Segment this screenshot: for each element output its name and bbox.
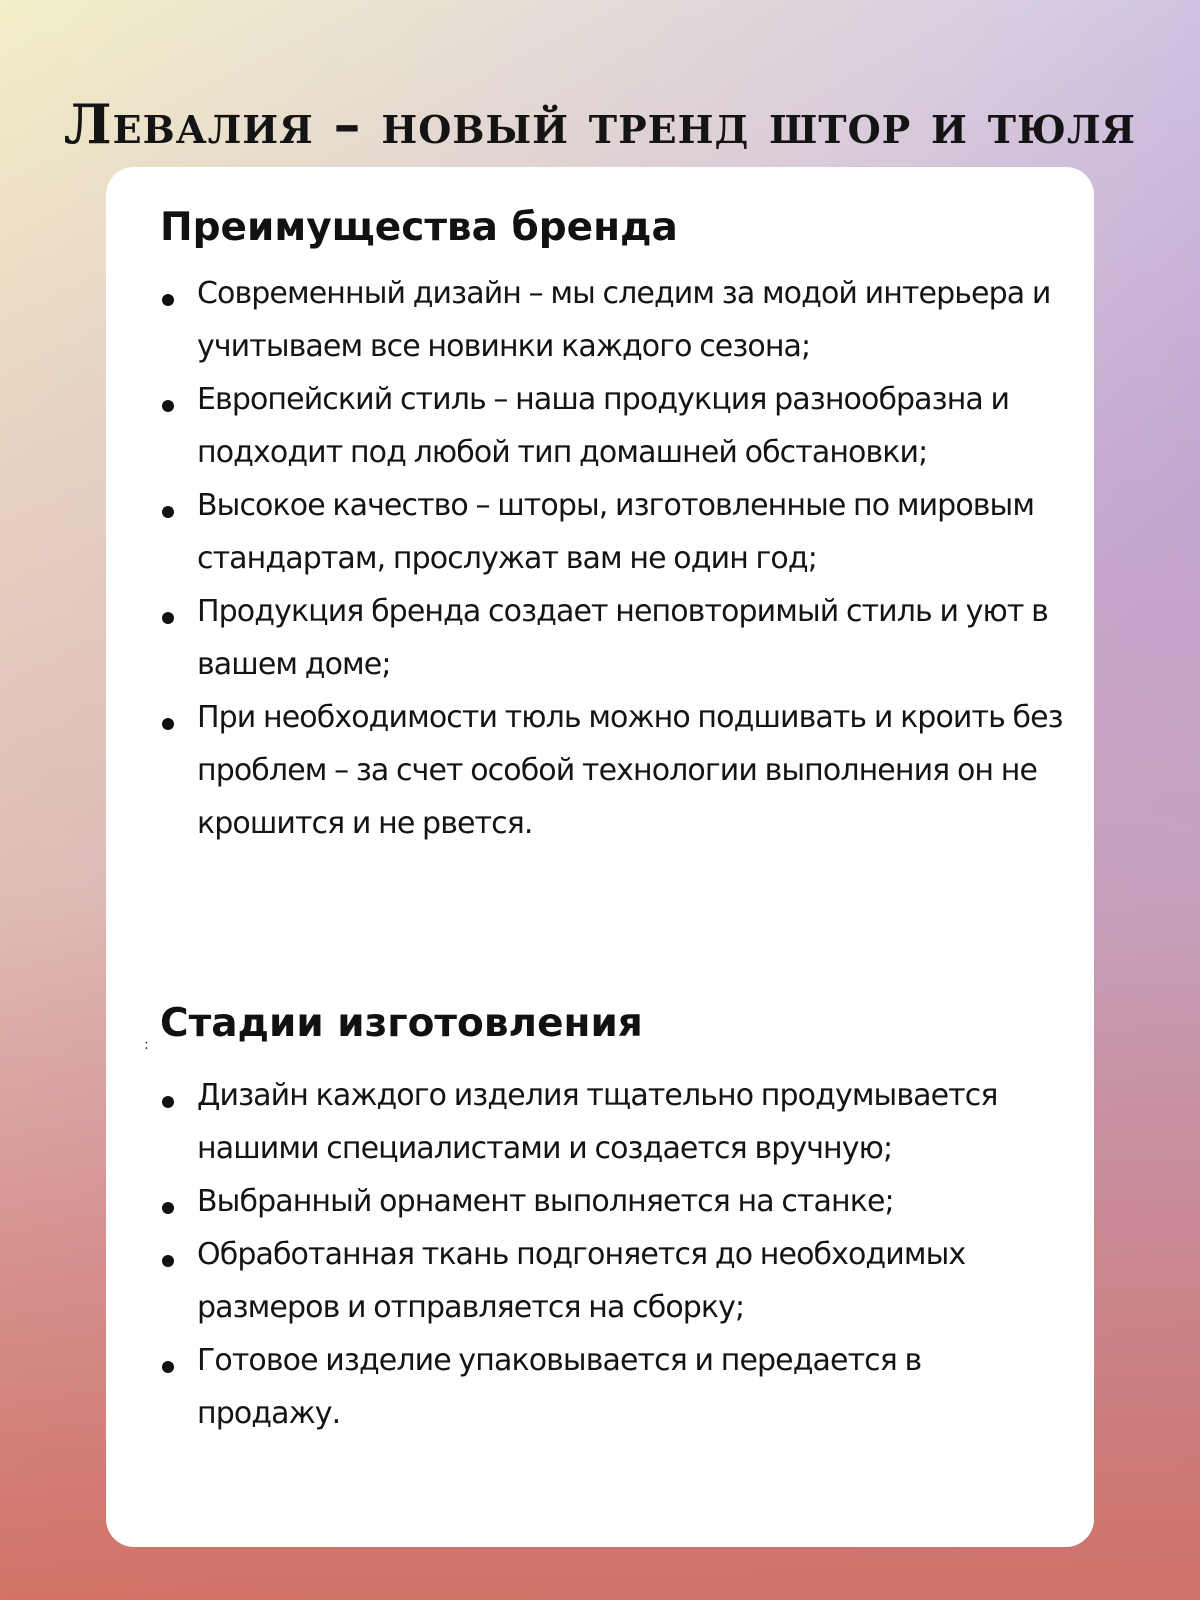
list-item [160, 267, 1070, 373]
list-item-text: Выбранный орнамент выполняется на станке; [197, 1184, 894, 1219]
list-item [160, 479, 1070, 585]
bullet-icon [162, 1361, 174, 1373]
bullet-icon [162, 1202, 174, 1214]
list-item-text: Дизайн каждого изделия тщательно продумывается нашими специалистами и создается вручную; [197, 1078, 998, 1166]
list-item-text: Обработанная ткань подгоняется до необходимых размеров и отправляется на сборку; [197, 1237, 966, 1325]
bullet-icon [162, 400, 174, 412]
bullet-icon [162, 718, 174, 730]
section-heading-stages: Стадии изготовления [160, 1001, 643, 1046]
list-item-text: Европейский стиль – наша продукция разнообразна и подходит под любой тип домашней обстановки; [197, 382, 1010, 470]
section-heading-advantages: Преимущества бренда [160, 205, 678, 250]
bullet-icon [162, 1096, 174, 1108]
bullet-icon [162, 506, 174, 518]
stray-mark: : [144, 1037, 149, 1053]
list-item [160, 373, 1070, 479]
list-item [160, 1334, 1070, 1440]
list-item-text: Высокое качество – шторы, изготовленные по мировым стандартам, прослужат вам не один год; [197, 488, 1035, 576]
list-item-text: Готовое изделие упаковывается и передается в продажу. [197, 1343, 922, 1431]
list-item-text: Современный дизайн – мы следим за модой интерьера и учитываем все новинки каждого сезона; [197, 276, 1051, 364]
stages-list [160, 1069, 1070, 1440]
list-item [160, 1228, 1070, 1334]
list-item-text: Продукция бренда создает неповторимый стиль и уют в вашем доме; [197, 594, 1048, 682]
list-item [160, 585, 1070, 691]
list-item [160, 1175, 1070, 1228]
advantages-list [160, 267, 1070, 850]
list-item [160, 691, 1070, 850]
page-title: Левалия – новый тренд штор и тюля [63, 92, 1137, 157]
bullet-icon [162, 294, 174, 306]
bullet-icon [162, 1255, 174, 1267]
content-card [106, 167, 1094, 1547]
bullet-icon [162, 612, 174, 624]
list-item [160, 1069, 1070, 1175]
list-item-text: При необходимости тюль можно подшивать и кроить без проблем – за счет особой технологии выполнения он не крошится и не рвется. [197, 700, 1063, 841]
